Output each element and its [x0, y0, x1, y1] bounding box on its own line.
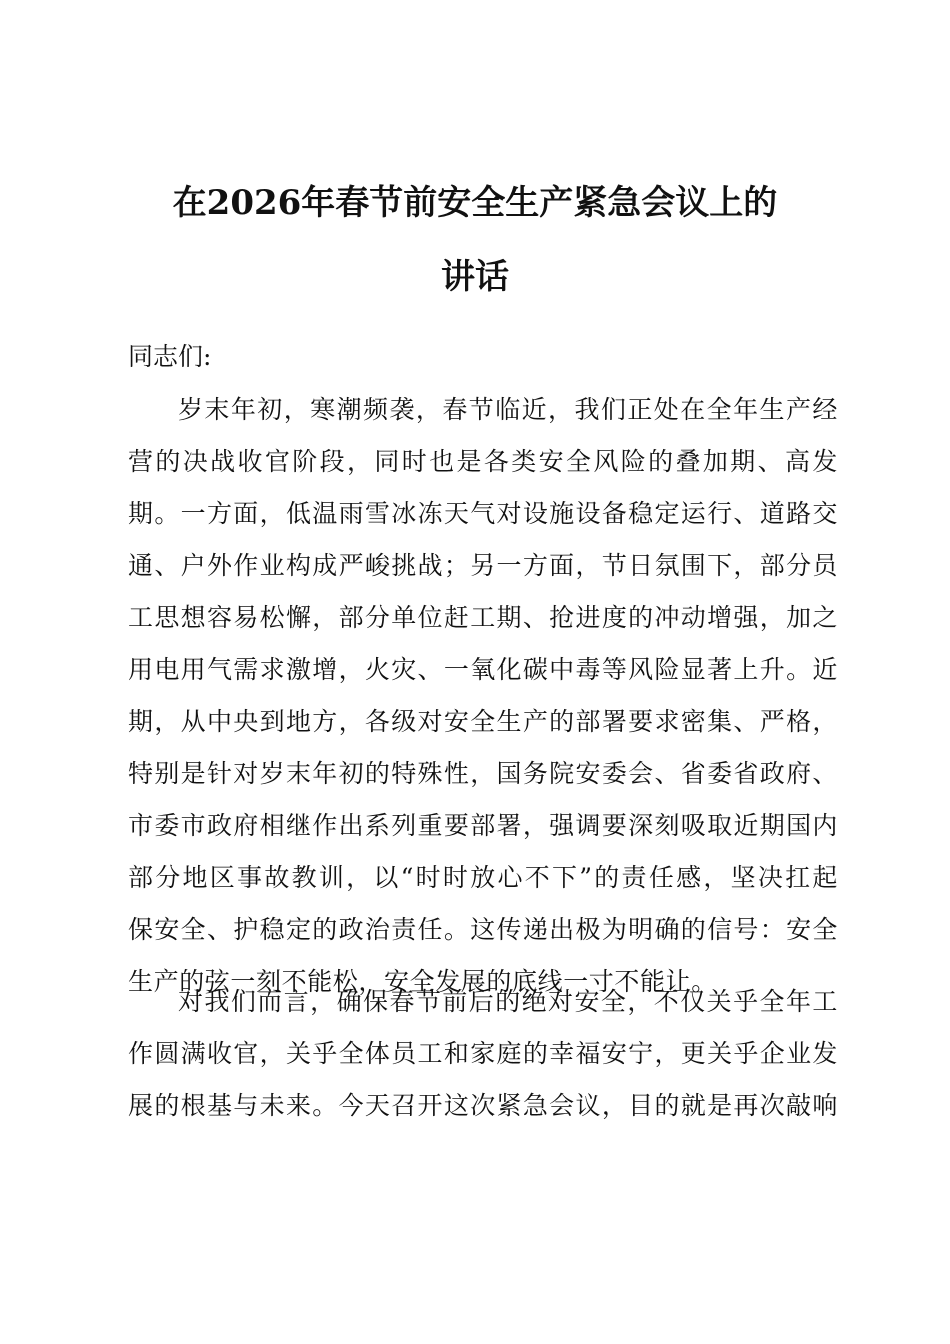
paragraph-line: 用电用气需求激增，火灾、一氧化碳中毒等风险显著上升。近: [128, 655, 838, 684]
paragraph-line: 岁末年初，寒潮频袭，春节临近，我们正处在全年生产经: [178, 395, 838, 424]
paragraph-line: 保安全、护稳定的政治责任。这传递出极为明确的信号：安全: [128, 915, 838, 944]
paragraph-line: 作圆满收官，关乎全体员工和家庭的幸福安宁，更关乎企业发: [128, 1039, 838, 1068]
paragraph-line: 通、户外作业构成严峻挑战；另一方面，节日氛围下，部分员: [128, 551, 838, 580]
document-title-line-2: 讲话: [441, 257, 509, 297]
salutation: 同志们:: [128, 342, 212, 371]
paragraph-line: 生产的弦一刻不能松，安全发展的底线一寸不能让。: [128, 967, 717, 996]
paragraph-line: 期。一方面，低温雨雪冰冻天气对设施设备稳定运行、道路交: [128, 499, 838, 528]
paragraph-line: 期，从中央到地方，各级对安全生产的部署要求密集、严格，: [128, 707, 838, 736]
paragraph-line: 对我们而言，确保春节前后的绝对安全，不仅关乎全年工: [178, 987, 838, 1016]
paragraph-line: 市委市政府相继作出系列重要部署，强调要深刻吸取近期国内: [128, 811, 838, 840]
paragraph-line: 部分地区事故教训，以“时时放心不下”的责任感，坚决扛起: [128, 863, 838, 892]
paragraph-line: 特别是针对岁末年初的特殊性，国务院安委会、省委省政府、: [128, 759, 838, 788]
paragraph-line: 工思想容易松懈，部分单位赶工期、抢进度的冲动增强，加之: [128, 603, 838, 632]
paragraph-line: 展的根基与未来。今天召开这次紧急会议，目的就是再次敲响: [128, 1091, 838, 1120]
document-title-line-1: 在2026年春节前安全生产紧急会议上的: [172, 183, 778, 223]
paragraph-1: [128, 384, 838, 1008]
paragraph-2: [128, 976, 838, 1132]
paragraph-line: 营的决战收官阶段，同时也是各类安全风险的叠加期、高发: [128, 447, 838, 476]
